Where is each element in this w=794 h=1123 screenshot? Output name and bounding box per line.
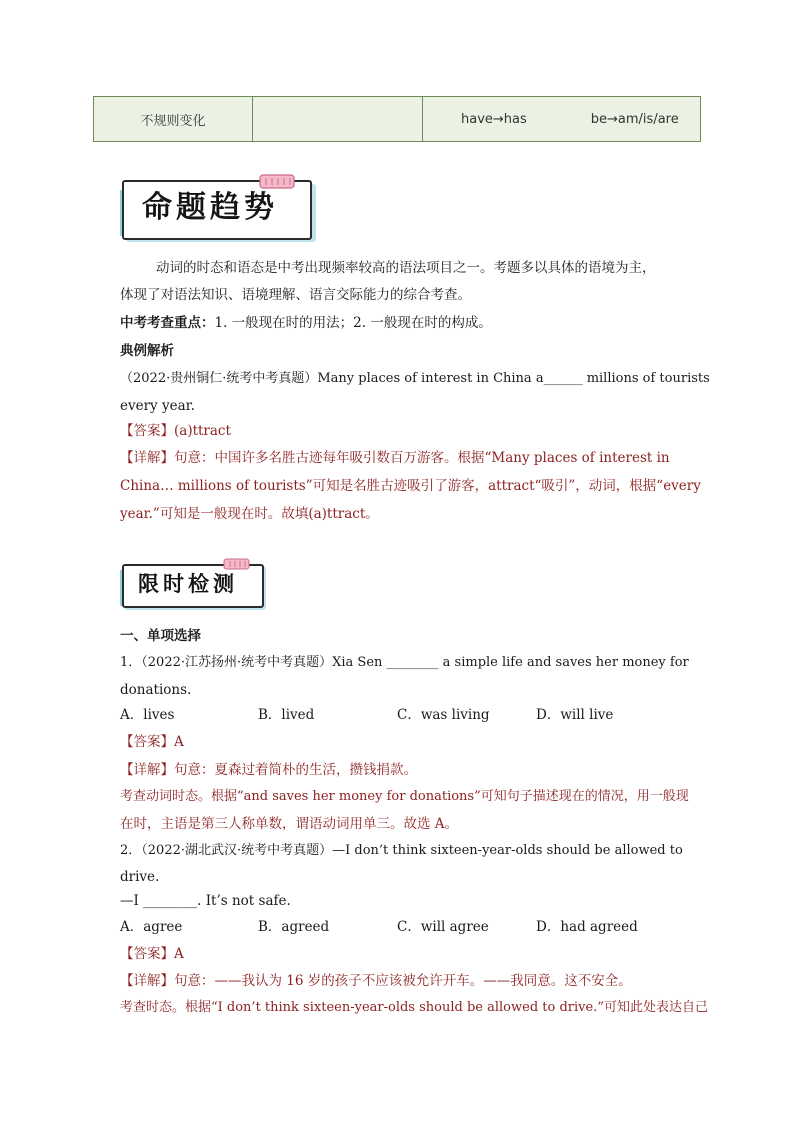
q1-option-c: C．was living — [397, 707, 490, 723]
q1-option-d: D．will live — [536, 707, 614, 723]
example-have: have→has — [461, 111, 527, 127]
example-heading: 典例解析 — [120, 343, 174, 359]
example-answer — [120, 422, 231, 440]
q1-detail-line-1 — [120, 761, 417, 779]
paperclip-icon — [258, 172, 298, 192]
detail-tag: 【详解】 — [120, 762, 174, 778]
detail-text: 句意：中国许多名胜古迹每年吸引数百万游客。根据“Many places of interest in — [174, 450, 670, 466]
table-examples-cell — [423, 97, 701, 142]
q1-line-1: 1．（2022·江苏扬州·统考中考真题）Xia Sen ________ a simple life and saves her money for — [120, 655, 689, 670]
detail-text: 句意：夏森过着简朴的生活，攒钱捐款。 — [174, 762, 417, 778]
example-question-line-2: every year. — [120, 398, 195, 414]
q1-option-b: B．lived — [258, 707, 315, 723]
intro-line-2: 体现了对语法知识、语境理解、语言交际能力的综合考查。 — [120, 287, 471, 303]
example-question-line-1: （2022·贵州铜仁·统考中考真题）Many places of interest in China a______ millions of tourists — [120, 371, 710, 386]
table-label-cell: 不规则变化 — [94, 97, 253, 142]
banner-timed-test-title: 限时检测 — [138, 571, 238, 596]
intro-line-1: 动词的时态和语态是中考出现频率较高的语法项目之一。考题多以具体的语境为主， — [156, 260, 656, 276]
focus-label: 中考考查重点： — [120, 315, 215, 331]
q1-line-2: donations. — [120, 682, 192, 698]
answer-value: A — [174, 946, 184, 962]
detail-text: 句意：——我认为 16 岁的孩子不应该被允许开车。——我同意。这不安全。 — [174, 973, 632, 989]
answer-value: A — [174, 734, 184, 750]
banner-timed-test — [118, 560, 268, 614]
q1-answer — [120, 733, 184, 751]
q1-detail-line-2: 考查动词时态。根据“and saves her money for donations”可知句子描述现在的情况，用一般现 — [120, 789, 689, 804]
detail-tag: 【详解】 — [120, 450, 174, 466]
example-be: be→am/is/are — [590, 111, 679, 127]
banner-trend — [118, 176, 318, 246]
q2-detail-line-2: 考查时态。根据“I don’t think sixteen-year-olds should be allowed to drive.”可知此处表达自己 — [120, 1000, 708, 1015]
answer-tag: 【答案】 — [120, 734, 174, 750]
q2-line-2: drive. — [120, 869, 160, 885]
example-detail-line-3: year.”可知是一般现在时。故填(a)ttract。 — [120, 506, 379, 522]
example-detail-line-1 — [120, 449, 670, 467]
q2-option-a: A．agree — [120, 919, 183, 935]
answer-tag: 【答案】 — [120, 946, 174, 962]
irregular-verb-table — [93, 96, 701, 142]
q2-line-3: —I ________. It’s not safe. — [120, 893, 291, 909]
focus-text: 1. 一般现在时的用法；2. 一般现在时的构成。 — [214, 315, 492, 331]
q2-answer — [120, 945, 184, 963]
q1-detail-line-3: 在时，主语是第三人称单数，谓语动词用单三。故选 A。 — [120, 816, 459, 832]
table-empty-cell — [253, 97, 423, 142]
focus-line — [120, 314, 492, 332]
section-heading: 一、单项选择 — [120, 628, 201, 644]
q2-option-b: B．agreed — [258, 919, 330, 935]
q2-detail-line-1 — [120, 972, 632, 990]
example-detail-line-2: China… millions of tourists”可知是名胜古迹吸引了游客，attract“吸引”，动词，根据“every — [120, 478, 701, 494]
paperclip-icon — [222, 556, 252, 572]
q1-option-a: A．lives — [120, 707, 175, 723]
q2-option-c: C．will agree — [397, 919, 489, 935]
answer-tag: 【答案】 — [120, 423, 174, 439]
banner-trend-title: 命题趋势 — [142, 190, 278, 225]
q2-line-1: 2．（2022·湖北武汉·统考中考真题）—I don’t think sixteen-year-olds should be allowed to — [120, 843, 683, 858]
detail-tag: 【详解】 — [120, 973, 174, 989]
answer-value: (a)ttract — [174, 423, 231, 439]
q2-option-d: D．had agreed — [536, 919, 638, 935]
